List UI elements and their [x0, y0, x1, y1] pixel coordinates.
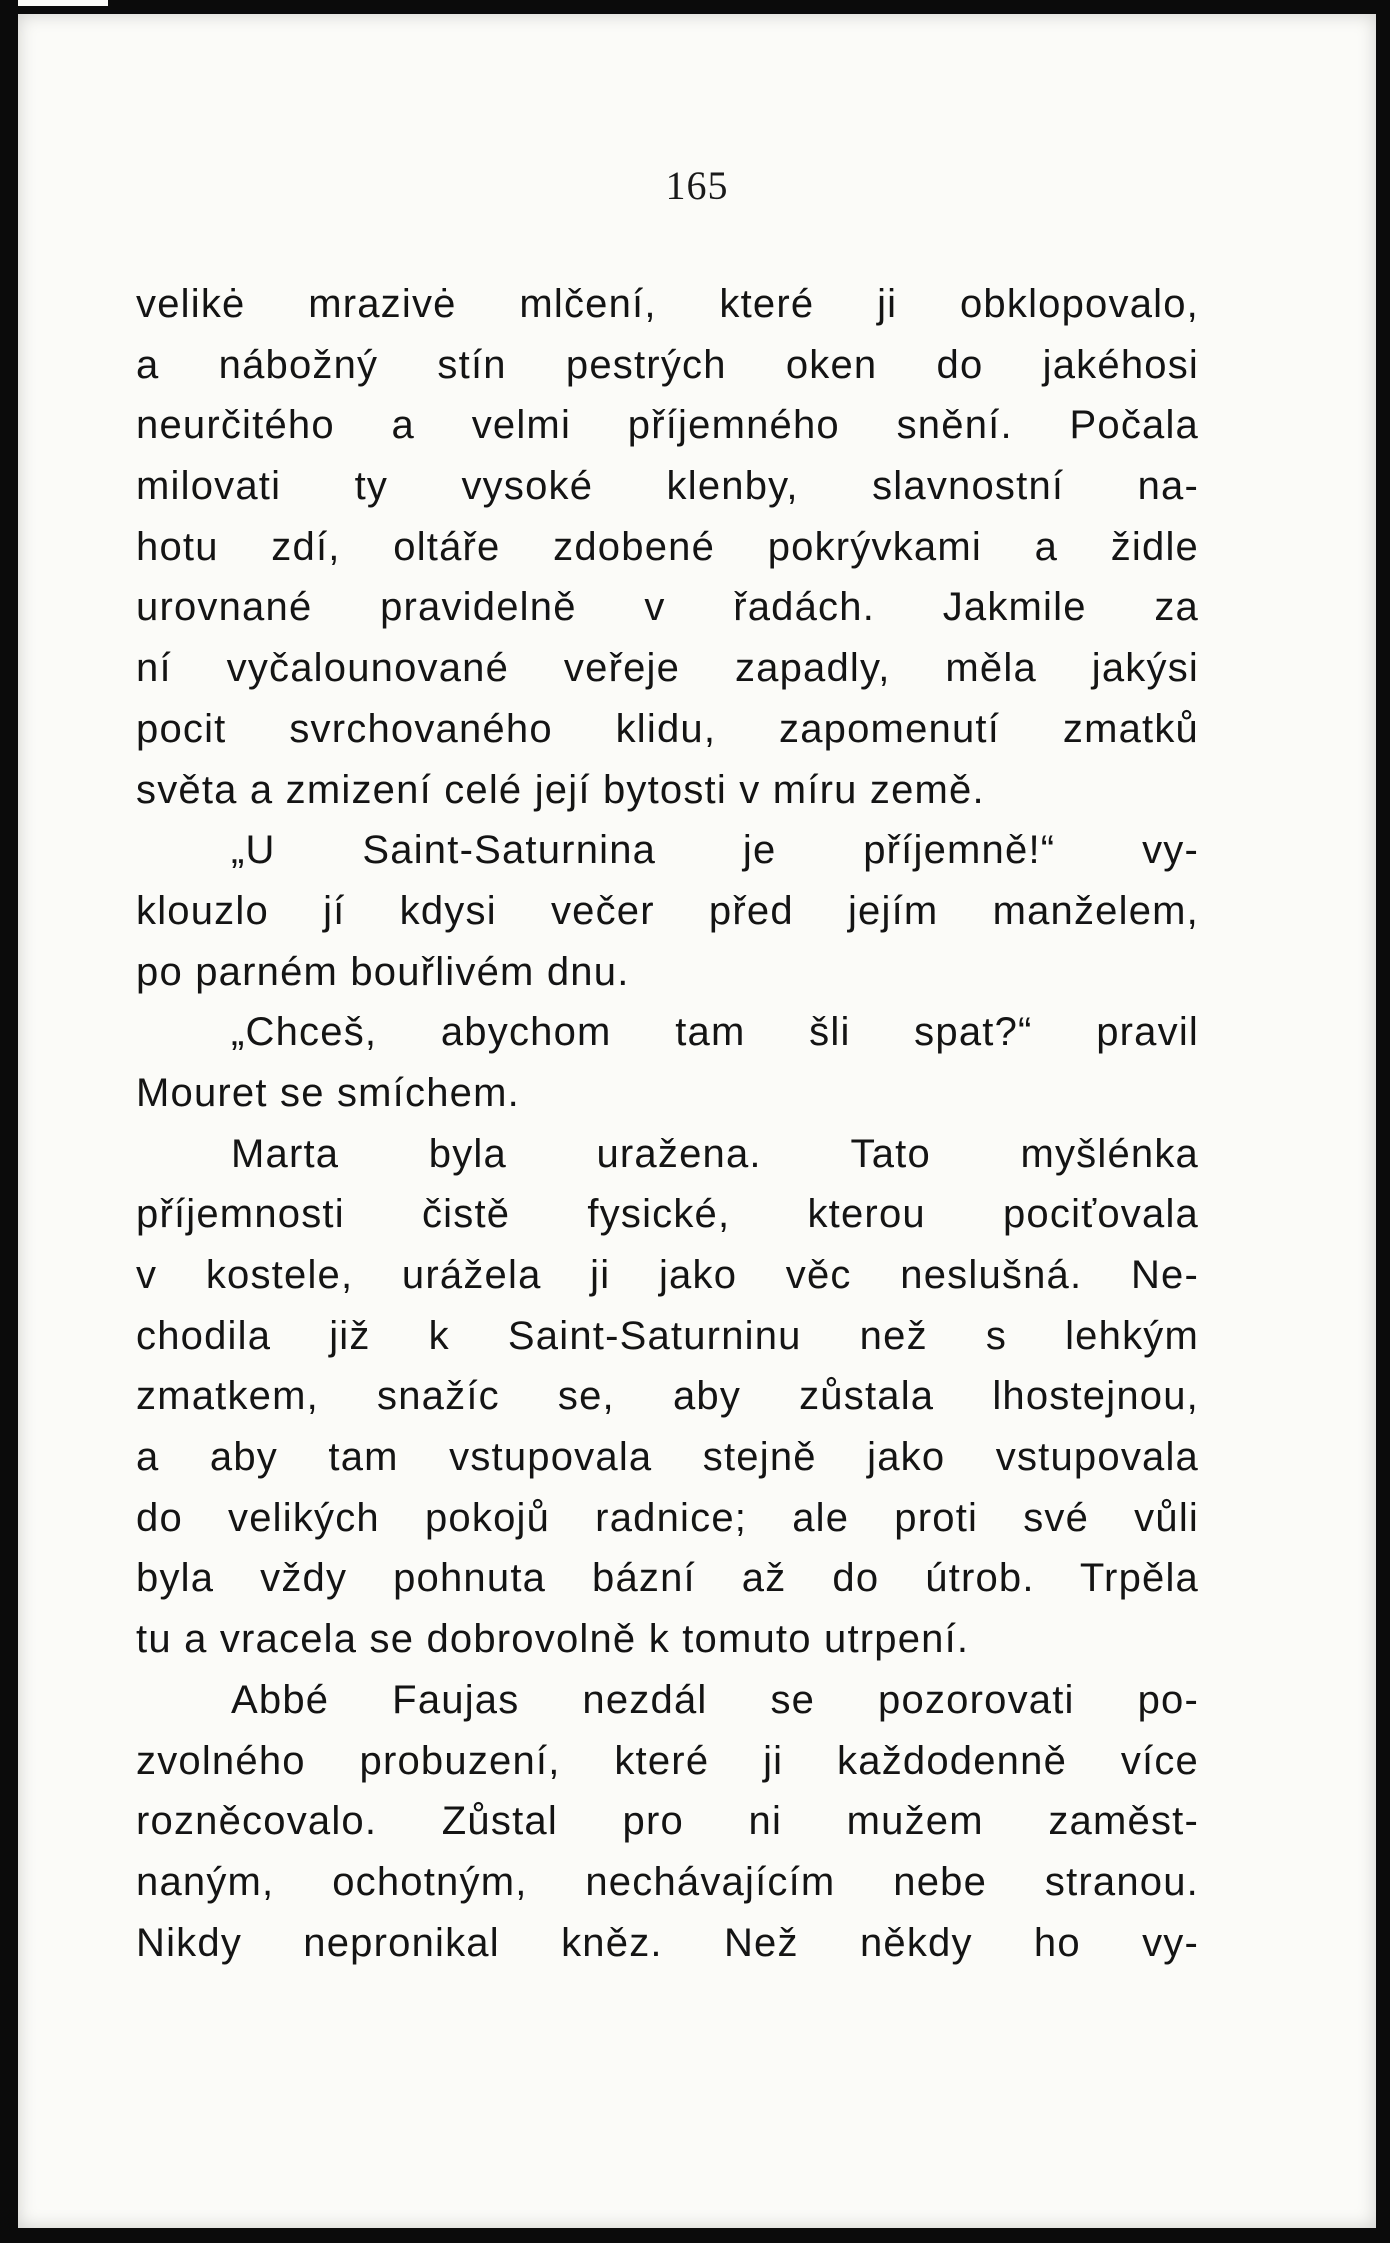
- text-line: do velikých pokojů radnice; ale proti své vůli: [136, 1495, 1199, 1540]
- text-line: zmatkem, snažíc se, aby zůstala lhostejnou,: [136, 1374, 1199, 1419]
- text-line: milovati ty vysoké klenby, slavnostní na-: [136, 464, 1199, 509]
- text-line: v kostele, urážela ji jako věc neslušná. Ne-: [136, 1253, 1199, 1297]
- text-line: po parném bouřlivém dnu.: [136, 949, 630, 994]
- text-line: urovnané pravidelně v řadách. Jakmile za: [136, 585, 1199, 630]
- text-line: příjemnosti čistě fysické, kterou pociťovala: [136, 1192, 1199, 1237]
- text-line: klouzlo jí kdysi večer před jejím manželem,: [136, 888, 1199, 933]
- text-line: ní vyčalounované veřeje zapadly, měla jakýsi: [136, 646, 1199, 691]
- text-line: chodila již k Saint-Saturninu než s lehkým: [136, 1313, 1199, 1358]
- text-line: naným, ochotným, nechávajícím nebe stranou.: [136, 1859, 1199, 1904]
- text-line: a nábožný stín pestrých oken do jakéhosi: [136, 342, 1199, 387]
- text-line: Nikdy nepronikal kněz. Než někdy ho vy-: [136, 1920, 1199, 1965]
- text-line: neurčitého a velmi příjemného snění. Počala: [136, 403, 1199, 448]
- text-line: hotu zdí, oltáře zdobené pokrývkami a židle: [136, 524, 1199, 569]
- book-page: [18, 14, 1376, 2228]
- text-line: a aby tam vstupovala stejně jako vstupovala: [136, 1435, 1199, 1480]
- text-line: Mouret se smíchem.: [136, 1070, 520, 1115]
- text-line: velikė mrazivė mlčení, které ji obklopovalo,: [136, 282, 1199, 326]
- text-line: rozněcovalo. Zůstal pro ni mužem zaměst-: [136, 1799, 1199, 1844]
- text-line: tu a vracela se dobrovolně k tomuto utrpení.: [136, 1617, 970, 1662]
- text-line: Marta byla uražena. Tato myšlénka: [231, 1131, 1199, 1176]
- page-number: 165: [665, 163, 729, 208]
- text-line: pocit svrchovaného klidu, zapomenutí zmatků: [136, 706, 1199, 751]
- text-line: zvolného probuzení, které ji každodenně více: [136, 1738, 1199, 1783]
- scan-edge-mark: [18, 0, 108, 6]
- text-line: Abbé Faujas nezdál se pozorovati po-: [231, 1677, 1199, 1722]
- text-line: byla vždy pohnuta bázní až do útrob. Trpěla: [136, 1556, 1199, 1601]
- text-line: světa a zmizení celé její bytosti v míru země.: [136, 767, 985, 812]
- text-line: „Chceš, abychom tam šli spat?“ pravil: [231, 1010, 1199, 1055]
- text-line: „U Saint-Saturnina je příjemně!“ vy-: [231, 828, 1199, 873]
- body-text: [136, 274, 1199, 1973]
